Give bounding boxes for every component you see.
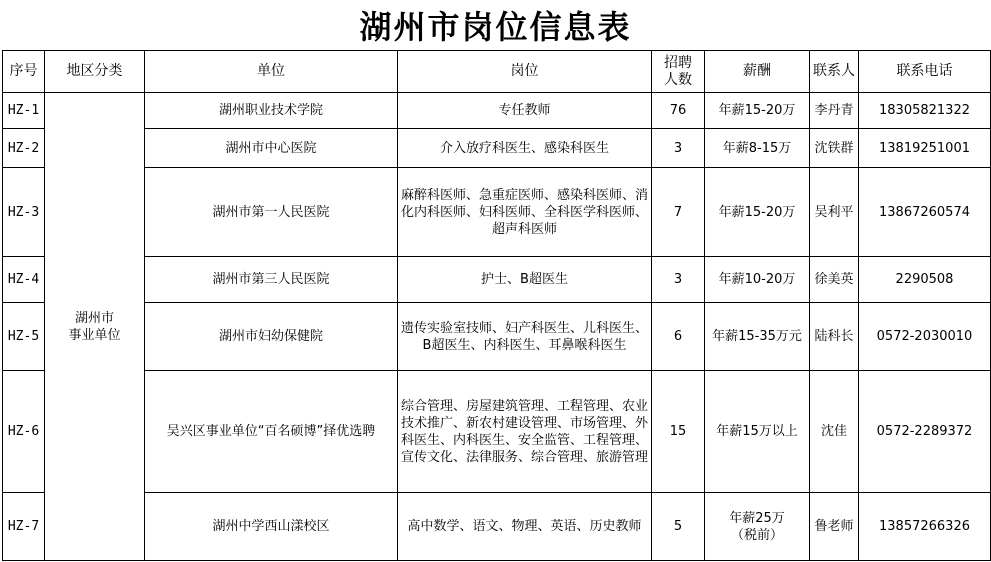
cell-position: 遗传实验室技师、妇产科医生、儿科医生、B超医生、内科医生、耳鼻喉科医生 [398, 303, 652, 371]
cell-phone: 0572-2030010 [859, 303, 991, 371]
cell-no: HZ-7 [3, 493, 45, 561]
cell-salary: 年薪15-20万 [705, 93, 810, 129]
cell-no: HZ-2 [3, 129, 45, 168]
cell-contact: 沈铁群 [810, 129, 859, 168]
cell-region [45, 93, 145, 561]
cell-unit: 湖州市妇幼保健院 [145, 303, 398, 371]
cell-count: 6 [652, 303, 705, 371]
page-title: 湖州市岗位信息表 [359, 8, 632, 46]
cell-unit: 湖州职业技术学院 [145, 93, 398, 129]
cell-count: 15 [652, 371, 705, 493]
cell-contact: 鲁老师 [810, 493, 859, 561]
header-salary: 薪酬 [705, 51, 810, 93]
cell-unit: 吴兴区事业单位“百名硕博”择优选聘 [145, 371, 398, 493]
cell-unit: 湖州市第一人民医院 [145, 168, 398, 257]
cell-position: 麻醉科医师、急重症医师、感染科医师、消化内科医师、妇科医师、全科医学科医师、超声科医师 [398, 168, 652, 257]
header-region: 地区分类 [45, 51, 145, 93]
cell-contact: 吴利平 [810, 168, 859, 257]
cell-contact: 李丹青 [810, 93, 859, 129]
header-position: 岗位 [398, 51, 652, 93]
title-row [0, 0, 991, 50]
table-row [3, 93, 991, 129]
cell-position: 护士、B超医生 [398, 257, 652, 303]
cell-unit: 湖州市第三人民医院 [145, 257, 398, 303]
cell-no: HZ-1 [3, 93, 45, 129]
cell-salary: 年薪15-35万元 [705, 303, 810, 371]
cell-salary: 年薪15万以上 [705, 371, 810, 493]
cell-position: 专任教师 [398, 93, 652, 129]
table-row [3, 371, 991, 493]
cell-salary: 年薪8-15万 [705, 129, 810, 168]
header-phone: 联系电话 [859, 51, 991, 93]
header-count [652, 51, 705, 93]
cell-count: 7 [652, 168, 705, 257]
table-row [3, 303, 991, 371]
header-row [3, 51, 991, 93]
cell-count: 5 [652, 493, 705, 561]
cell-salary [705, 493, 810, 561]
header-contact: 联系人 [810, 51, 859, 93]
cell-position: 介入放疗科医生、感染科医生 [398, 129, 652, 168]
cell-position: 高中数学、语文、物理、英语、历史教师 [398, 493, 652, 561]
cell-position: 综合管理、房屋建筑管理、工程管理、农业技术推广、新农村建设管理、市场管理、外科医生、内科医生、安全监管、工程管理、宣传文化、法律服务、综合管理、旅游管理 [398, 371, 652, 493]
cell-contact: 陆科长 [810, 303, 859, 371]
region-line1: 湖州市 [74, 310, 114, 326]
cell-unit: 湖州中学西山漾校区 [145, 493, 398, 561]
header-no: 序号 [3, 51, 45, 93]
cell-salary: 年薪10-20万 [705, 257, 810, 303]
cell-count: 76 [652, 93, 705, 129]
cell-no: HZ-6 [3, 371, 45, 493]
cell-count: 3 [652, 129, 705, 168]
table-row [3, 257, 991, 303]
cell-contact: 沈佳 [810, 371, 859, 493]
region-line2: 事业单位 [68, 327, 121, 343]
cell-phone: 2290508 [859, 257, 991, 303]
header-count-line1: 招聘 [664, 54, 692, 71]
header-unit: 单位 [145, 51, 398, 93]
cell-contact: 徐美英 [810, 257, 859, 303]
salary-line2: （税前） [730, 527, 783, 543]
cell-unit: 湖州市中心医院 [145, 129, 398, 168]
cell-phone: 18305821322 [859, 93, 991, 129]
header-count-line2: 人数 [664, 71, 692, 88]
cell-no: HZ-5 [3, 303, 45, 371]
cell-phone: 13857266326 [859, 493, 991, 561]
cell-count: 3 [652, 257, 705, 303]
cell-salary: 年薪15-20万 [705, 168, 810, 257]
cell-phone: 13819251001 [859, 129, 991, 168]
table-row [3, 129, 991, 168]
cell-no: HZ-4 [3, 257, 45, 303]
cell-no: HZ-3 [3, 168, 45, 257]
job-info-table [2, 50, 991, 561]
salary-line1: 年薪25万 [729, 510, 785, 526]
table-row [3, 168, 991, 257]
cell-phone: 13867260574 [859, 168, 991, 257]
cell-phone: 0572-2289372 [859, 371, 991, 493]
table-row [3, 493, 991, 561]
